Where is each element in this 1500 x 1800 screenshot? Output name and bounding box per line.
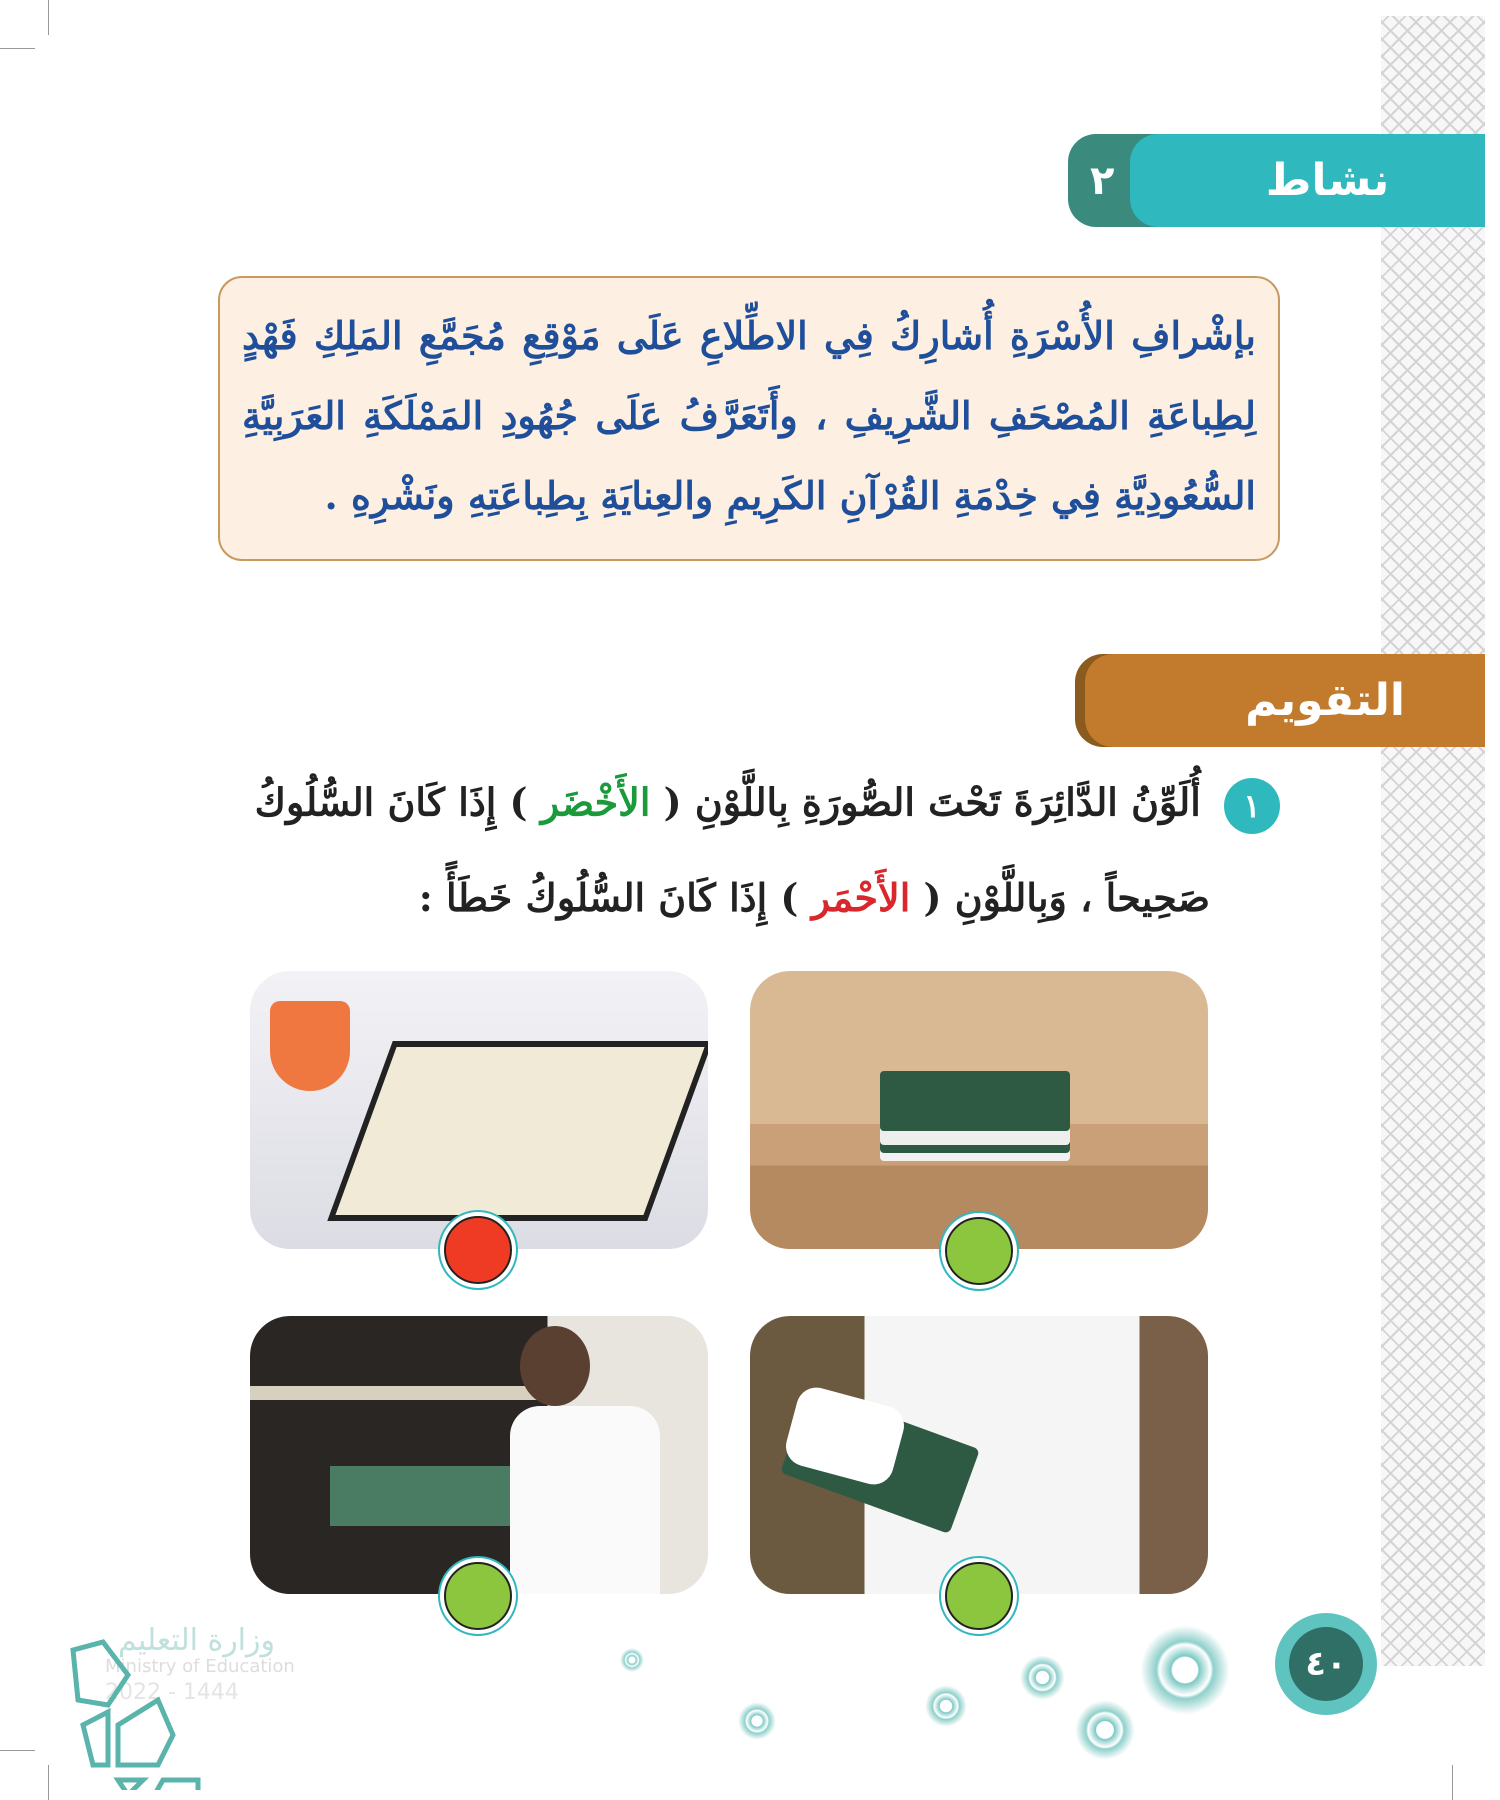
question-number: ١ <box>1224 778 1280 834</box>
activity-number: ٢ <box>1090 157 1115 204</box>
photo-boy-arranging-shelf <box>250 1316 708 1594</box>
question-text: ) إِذَا كَانَ السُّلُوكُ <box>254 779 528 825</box>
question-line-1 <box>255 778 1280 834</box>
evaluation-label: التقويم <box>1245 675 1405 726</box>
rosette-decoration <box>1140 1625 1230 1715</box>
answer-circle[interactable] <box>444 1562 512 1630</box>
question-text: صَحِيحاً ، وَبِاللَّوْنِ ( <box>923 875 1210 920</box>
logo-year: 2022 - 1444 <box>105 1680 239 1705</box>
photo-boy-cleaning-quran <box>750 1316 1208 1594</box>
activity-banner <box>1068 134 1485 227</box>
red-word: الأَحْمَر <box>811 875 911 920</box>
answer-circle[interactable] <box>945 1562 1013 1630</box>
photo-quran-on-shelf <box>750 971 1208 1249</box>
activity-text: بإشْرافِ الأُسْرَةِ أُشارِكُ فِي الاطِّلاعِ عَلَى مَوْقِعِ مُجَمَّعِ المَلِكِ فَهْدٍ لِطِباعَةِ المُصْحَفِ الشَّرِيفِ ، وأَتَعَرَّفُ عَلَى جُهُودِ المَمْلَكَةِ العَرَبِيَّةِ السُّعُودِيَّةِ فِي خِدْمَةِ القُرْآنِ الكَرِيمِ والعِنايَةِ بِطِباعَتِهِ ونَشْرِهِ . <box>242 313 1256 518</box>
rosette-decoration <box>1020 1655 1065 1700</box>
crop-mark <box>1452 1765 1453 1800</box>
rosette-decoration <box>738 1702 776 1740</box>
decorative-pattern-strip <box>1381 16 1485 1666</box>
crop-mark <box>0 48 35 49</box>
question-text: ) إِذَا كَانَ السُّلُوكُ خَطَأً : <box>418 875 799 920</box>
rosette-decoration <box>620 1648 644 1672</box>
logo-arabic: وزارة التعليم <box>117 1623 275 1658</box>
evaluation-banner <box>1075 654 1485 747</box>
green-word: الأَخْضَر <box>540 779 651 825</box>
crop-mark <box>48 0 49 35</box>
answer-circle[interactable] <box>945 1217 1013 1285</box>
photo-quran-with-juice <box>250 971 708 1249</box>
logo-english: Ministry of Education <box>105 1656 295 1677</box>
activity-label: نشاط <box>1265 155 1390 206</box>
question-text: أُلَوِّنُ الدَّائِرَةَ تَحْتَ الصُّورَةِ بِاللَّوْنِ ( <box>663 779 1201 825</box>
answer-circle[interactable] <box>444 1216 512 1284</box>
activity-text-box <box>218 276 1280 561</box>
crop-mark <box>0 1750 35 1751</box>
question-line-2 <box>419 875 1210 920</box>
ministry-logo-mark <box>48 1630 208 1790</box>
rosette-decoration <box>925 1685 967 1727</box>
page-number: ٤٠ <box>1289 1627 1363 1701</box>
rosette-decoration <box>1075 1700 1135 1760</box>
